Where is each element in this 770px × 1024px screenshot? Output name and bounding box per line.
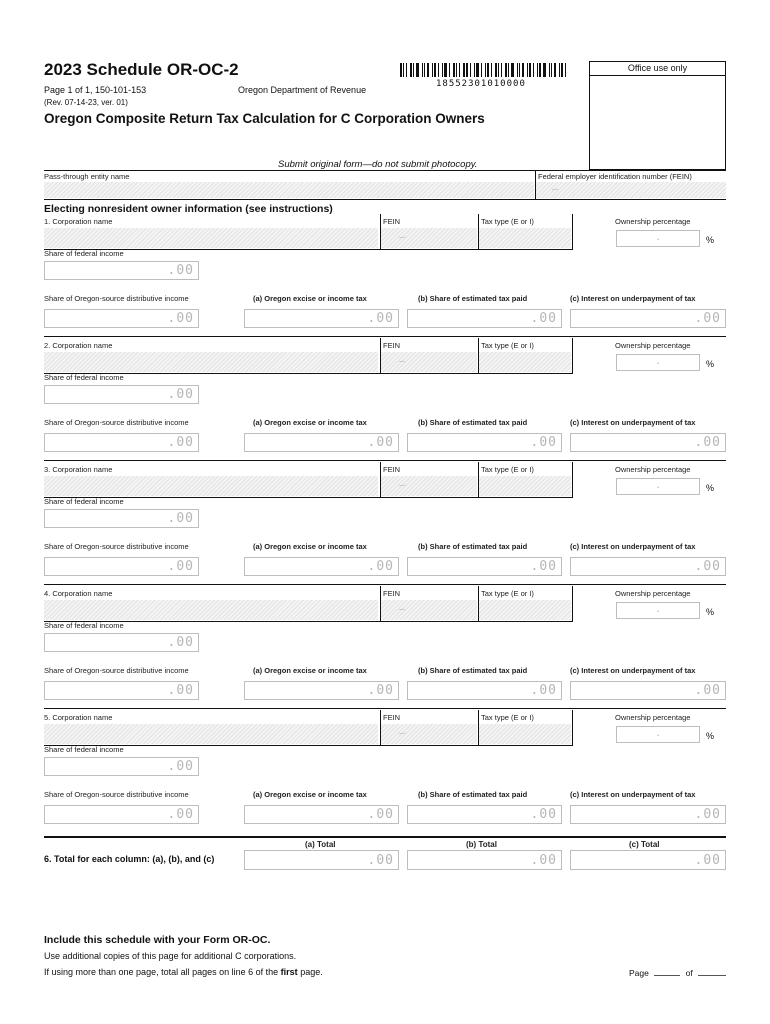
total-c-label: (c) Total: [629, 840, 660, 849]
col-c-label: (c) Interest on underpayment of tax: [570, 418, 696, 427]
barcode-bar: [424, 63, 425, 77]
barcode-bar: [549, 63, 550, 77]
multi-page-text-end: page.: [297, 967, 323, 977]
corporation-name-field[interactable]: [44, 600, 378, 620]
oregon-source-label: Share of Oregon-source distributive income: [44, 542, 189, 551]
federal-income-field[interactable]: [44, 633, 199, 652]
decimal-point: .: [655, 604, 662, 615]
divider: [44, 708, 726, 709]
oregon-source-label: Share of Oregon-source distributive income: [44, 294, 189, 303]
col-a-label: (a) Oregon excise or income tax: [253, 790, 367, 799]
divider: [572, 338, 573, 374]
barcode-bar: [522, 63, 524, 77]
tax-type-field[interactable]: [479, 724, 571, 744]
oregon-source-field[interactable]: [44, 557, 199, 576]
amount-placeholder: .00: [694, 683, 721, 698]
multi-page-note: [44, 967, 323, 977]
entity-name-label: Pass-through entity name: [44, 172, 130, 181]
divider: [572, 586, 573, 622]
fein-label: FEIN: [383, 589, 401, 598]
divider: [44, 336, 726, 337]
percent-sign: %: [706, 483, 715, 493]
divider: [44, 584, 726, 585]
amount-placeholder: .00: [167, 683, 194, 698]
barcode-bar: [501, 63, 502, 77]
total-b-field[interactable]: [407, 850, 562, 870]
barcode-bar: [533, 63, 534, 77]
corporation-fein-field[interactable]: [381, 724, 477, 744]
barcode-bar: [481, 63, 482, 77]
ownership-percentage-field[interactable]: [616, 354, 700, 371]
amount-placeholder: .00: [367, 683, 394, 698]
corporation-fein-field[interactable]: [381, 476, 477, 496]
amount-placeholder: .00: [367, 559, 394, 574]
barcode-bar: [519, 63, 520, 77]
federal-income-field[interactable]: [44, 509, 199, 528]
fein-dash: –: [399, 356, 406, 367]
barcode-bar: [487, 63, 489, 77]
barcode-bar: [403, 63, 404, 77]
ownership-label: Ownership percentage: [615, 465, 691, 474]
oregon-source-field[interactable]: [44, 309, 199, 328]
federal-income-field[interactable]: [44, 385, 199, 404]
oregon-tax-field[interactable]: [244, 805, 399, 824]
tax-type-field[interactable]: [479, 600, 571, 620]
amount-placeholder: .00: [367, 435, 394, 450]
decimal-point: .: [655, 728, 662, 739]
section-title: Electing nonresident owner information (see instructions): [44, 203, 333, 215]
amount-placeholder: .00: [367, 853, 394, 868]
estimated-tax-field[interactable]: [407, 433, 562, 452]
barcode-bar: [427, 63, 429, 77]
tax-type-field[interactable]: [479, 352, 571, 372]
oregon-source-field[interactable]: [44, 805, 199, 824]
fein-dash: –: [399, 480, 406, 491]
include-note: Include this schedule with your Form OR-OC.: [44, 934, 271, 946]
tax-type-label: Tax type (E or I): [481, 217, 534, 226]
barcode-number: 18552301010000: [436, 79, 526, 89]
amount-placeholder: .00: [167, 635, 194, 650]
divider: [44, 170, 726, 171]
main-title: Oregon Composite Return Tax Calculation for C Corporation Owners: [44, 111, 485, 126]
col-a-label: (a) Oregon excise or income tax: [253, 418, 367, 427]
decimal-point: .: [655, 356, 662, 367]
total-a-label: (a) Total: [305, 840, 336, 849]
fein-dash: –: [399, 604, 406, 615]
barcode-bar: [517, 63, 518, 77]
amount-placeholder: .00: [530, 559, 557, 574]
revision-info: (Rev. 07-14-23, ver. 01): [44, 98, 128, 107]
entity-fein-label: Federal employer identification number (FEIN): [538, 172, 692, 181]
estimated-tax-field[interactable]: [407, 681, 562, 700]
col-a-label: (a) Oregon excise or income tax: [253, 294, 367, 303]
barcode-bar: [495, 63, 497, 77]
fein-label: FEIN: [383, 713, 401, 722]
col-b-label: (b) Share of estimated tax paid: [418, 418, 528, 427]
corporation-name-label: 2. Corporation name: [44, 341, 113, 350]
barcode-bar: [529, 63, 531, 77]
interest-field[interactable]: [570, 805, 726, 824]
percent-sign: %: [706, 731, 715, 741]
oregon-source-field[interactable]: [44, 681, 199, 700]
amount-placeholder: .00: [167, 311, 194, 326]
amount-placeholder: .00: [167, 759, 194, 774]
tax-type-label: Tax type (E or I): [481, 713, 534, 722]
col-b-label: (b) Share of estimated tax paid: [418, 542, 528, 551]
amount-placeholder: .00: [367, 807, 394, 822]
corporation-name-field[interactable]: [44, 352, 378, 372]
col-a-label: (a) Oregon excise or income tax: [253, 666, 367, 675]
corporation-name-label: 4. Corporation name: [44, 589, 113, 598]
barcode-bar: [422, 63, 423, 77]
ownership-label: Ownership percentage: [615, 589, 691, 598]
amount-placeholder: .00: [167, 387, 194, 402]
barcode-bar: [537, 63, 538, 77]
amount-placeholder: .00: [167, 263, 194, 278]
barcode-bar: [442, 63, 443, 77]
col-c-label: (c) Interest on underpayment of tax: [570, 542, 696, 551]
barcode-bar: [527, 63, 528, 77]
col-c-label: (c) Interest on underpayment of tax: [570, 790, 696, 799]
barcode-bar: [539, 63, 541, 77]
amount-placeholder: .00: [167, 511, 194, 526]
barcode-bar: [413, 63, 414, 77]
ownership-label: Ownership percentage: [615, 217, 691, 226]
oregon-source-label: Share of Oregon-source distributive income: [44, 666, 189, 675]
amount-placeholder: .00: [530, 683, 557, 698]
of-word: of: [685, 968, 693, 978]
barcode-bar: [456, 63, 457, 77]
col-b-label: (b) Share of estimated tax paid: [418, 666, 528, 675]
divider: [572, 462, 573, 498]
interest-field[interactable]: [570, 681, 726, 700]
oregon-source-label: Share of Oregon-source distributive income: [44, 418, 189, 427]
barcode-bar: [463, 63, 465, 77]
total-line-label: 6. Total for each column: (a), (b), and (c): [44, 854, 215, 864]
col-c-label: (c) Interest on underpayment of tax: [570, 666, 696, 675]
amount-placeholder: .00: [167, 559, 194, 574]
interest-field[interactable]: [570, 309, 726, 328]
decimal-point: .: [655, 480, 662, 491]
ownership-label: Ownership percentage: [615, 341, 691, 350]
page-total-field[interactable]: [698, 975, 726, 976]
barcode-bar: [508, 63, 509, 77]
multi-page-text: If using more than one page, total all pages on line 6 of the: [44, 967, 281, 977]
divider: [44, 199, 726, 200]
barcode-bar: [474, 63, 475, 77]
percent-sign: %: [706, 359, 715, 369]
corporation-name-field[interactable]: [44, 724, 378, 744]
federal-income-label: Share of federal income: [44, 249, 124, 258]
additional-copies-note: Use additional copies of this page for additional C corporations.: [44, 951, 297, 961]
tax-type-label: Tax type (E or I): [481, 465, 534, 474]
estimated-tax-field[interactable]: [407, 557, 562, 576]
barcode-bar: [416, 63, 419, 77]
tax-type-label: Tax type (E or I): [481, 589, 534, 598]
tax-type-field[interactable]: [479, 228, 571, 248]
barcode-bar: [543, 63, 546, 77]
divider: [44, 460, 726, 461]
corporation-name-label: 5. Corporation name: [44, 713, 113, 722]
corporation-fein-field[interactable]: [381, 600, 477, 620]
barcode-bar: [476, 63, 479, 77]
department-name: Oregon Department of Revenue: [238, 85, 367, 95]
fein-label: FEIN: [383, 341, 401, 350]
oregon-tax-field[interactable]: [244, 433, 399, 452]
oregon-source-field[interactable]: [44, 433, 199, 452]
page-counter: [629, 968, 726, 978]
amount-placeholder: .00: [694, 559, 721, 574]
oregon-tax-field[interactable]: [244, 309, 399, 328]
barcode-bar: [434, 63, 436, 77]
corporation-name-label: 3. Corporation name: [44, 465, 113, 474]
percent-sign: %: [706, 607, 715, 617]
decimal-point: .: [655, 232, 662, 243]
total-b-label: (b) Total: [466, 840, 497, 849]
federal-income-label: Share of federal income: [44, 745, 124, 754]
page-word: Page: [629, 968, 649, 978]
page-number-field[interactable]: [654, 975, 680, 976]
ownership-percentage-field[interactable]: [616, 602, 700, 619]
interest-field[interactable]: [570, 557, 726, 576]
barcode-bar: [551, 63, 552, 77]
barcode-bar: [561, 63, 563, 77]
tax-type-field[interactable]: [479, 476, 571, 496]
federal-income-label: Share of federal income: [44, 373, 124, 382]
amount-placeholder: .00: [694, 311, 721, 326]
amount-placeholder: .00: [530, 435, 557, 450]
federal-income-label: Share of federal income: [44, 497, 124, 506]
office-use-box: [589, 61, 726, 170]
barcode-bar: [498, 63, 499, 77]
corporation-name-field[interactable]: [44, 228, 378, 248]
ownership-label: Ownership percentage: [615, 713, 691, 722]
fein-dash: –: [399, 728, 406, 739]
barcode-bar: [406, 63, 407, 77]
barcode-bar: [559, 63, 560, 77]
fein-label: FEIN: [383, 465, 401, 474]
barcode-bar: [565, 63, 566, 77]
col-b-label: (b) Share of estimated tax paid: [418, 790, 528, 799]
oregon-source-label: Share of Oregon-source distributive income: [44, 790, 189, 799]
ownership-percentage-field[interactable]: [616, 478, 700, 495]
divider: [572, 710, 573, 746]
amount-placeholder: .00: [694, 853, 721, 868]
barcode-bar: [400, 63, 402, 77]
col-c-label: (c) Interest on underpayment of tax: [570, 294, 696, 303]
barcode-bar: [410, 63, 412, 77]
barcode: [400, 63, 570, 77]
entity-fein-field[interactable]: [536, 182, 726, 198]
entity-name-field[interactable]: [44, 182, 534, 198]
amount-placeholder: .00: [167, 807, 194, 822]
barcode-bar: [466, 63, 468, 77]
multi-page-bold: first: [280, 967, 298, 977]
corporation-fein-field[interactable]: [381, 352, 477, 372]
barcode-bar: [432, 63, 433, 77]
ownership-percentage-field[interactable]: [616, 726, 700, 743]
barcode-bar: [470, 63, 471, 77]
submit-note: Submit original form—do not submit photocopy.: [278, 159, 478, 170]
interest-field[interactable]: [570, 433, 726, 452]
amount-placeholder: .00: [694, 807, 721, 822]
barcode-bar: [485, 63, 486, 77]
amount-placeholder: .00: [530, 853, 557, 868]
tax-type-label: Tax type (E or I): [481, 341, 534, 350]
barcode-bar: [554, 63, 556, 77]
barcode-bar: [444, 63, 447, 77]
barcode-bar: [453, 63, 455, 77]
amount-placeholder: .00: [530, 311, 557, 326]
barcode-bar: [449, 63, 450, 77]
divider: [44, 836, 726, 838]
ownership-percentage-field[interactable]: [616, 230, 700, 247]
oregon-tax-field[interactable]: [244, 681, 399, 700]
federal-income-field[interactable]: [44, 757, 199, 776]
federal-income-label: Share of federal income: [44, 621, 124, 630]
corporation-fein-field[interactable]: [381, 228, 477, 248]
amount-placeholder: .00: [367, 311, 394, 326]
form-title: 2023 Schedule OR-OC-2: [44, 60, 239, 79]
fein-dash: –: [552, 184, 559, 195]
col-b-label: (b) Share of estimated tax paid: [418, 294, 528, 303]
office-use-label: Office use only: [590, 62, 725, 76]
estimated-tax-field[interactable]: [407, 309, 562, 328]
barcode-bar: [511, 63, 514, 77]
fein-label: FEIN: [383, 217, 401, 226]
col-a-label: (a) Oregon excise or income tax: [253, 542, 367, 551]
fein-dash: –: [399, 232, 406, 243]
total-a-field[interactable]: [244, 850, 399, 870]
corporation-name-label: 1. Corporation name: [44, 217, 113, 226]
federal-income-field[interactable]: [44, 261, 199, 280]
corporation-name-field[interactable]: [44, 476, 378, 496]
barcode-bar: [491, 63, 492, 77]
amount-placeholder: .00: [694, 435, 721, 450]
percent-sign: %: [706, 235, 715, 245]
oregon-tax-field[interactable]: [244, 557, 399, 576]
amount-placeholder: .00: [167, 435, 194, 450]
barcode-bar: [505, 63, 507, 77]
estimated-tax-field[interactable]: [407, 805, 562, 824]
divider: [572, 214, 573, 250]
amount-placeholder: .00: [530, 807, 557, 822]
total-c-field[interactable]: [570, 850, 726, 870]
barcode-bar: [459, 63, 460, 77]
barcode-bar: [438, 63, 439, 77]
page-info: Page 1 of 1, 150-101-153: [44, 85, 147, 95]
